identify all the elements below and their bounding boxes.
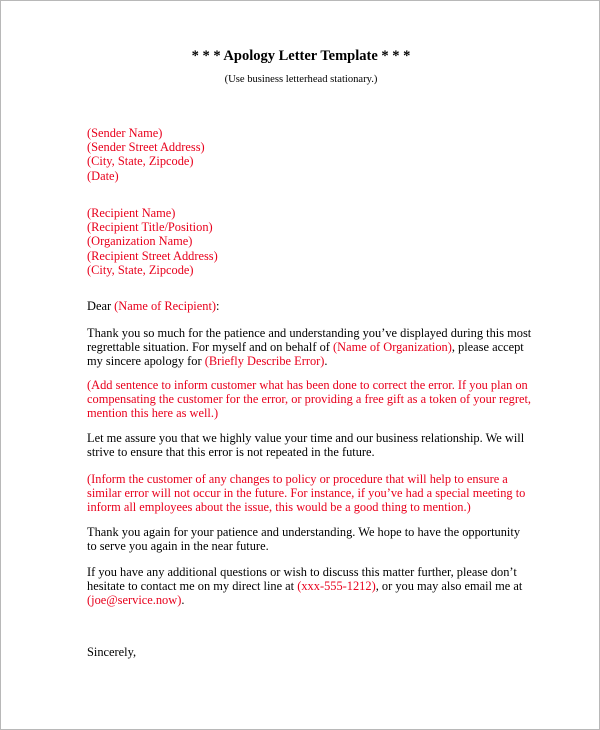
paragraph-line	[87, 354, 537, 368]
text-fragment: , or you may also email me at	[375, 579, 523, 594]
sender-block	[87, 126, 537, 183]
text-fragment: my sincere apology for	[87, 354, 205, 369]
sender-street-address: (Sender Street Address)	[87, 140, 205, 155]
salutation-colon: :	[216, 299, 220, 313]
recipient-block	[87, 206, 537, 277]
paragraph-assurance	[87, 431, 537, 459]
recipient-organization: (Organization Name)	[87, 234, 193, 249]
organization-name-placeholder: (Name of Organization)	[333, 340, 452, 355]
paragraph-policy-instructions	[87, 472, 537, 515]
paragraph-correction-instructions	[87, 378, 537, 421]
paragraph-line	[87, 593, 537, 607]
paragraph-line: similar error will not occur in the future. For instance, if you’ve had a special meeting to	[87, 486, 526, 501]
paragraph-line: to serve you again in the near future.	[87, 539, 269, 554]
paragraph-line: (Inform the customer of any changes to policy or procedure that will help to ensure a	[87, 472, 508, 486]
paragraph-thank-you	[87, 326, 537, 369]
text-fragment: , please accept	[451, 340, 524, 355]
document-title: * * * Apology Letter Template * * *	[191, 48, 411, 64]
paragraph-line: (Add sentence to inform customer what has been done to correct the error. If you plan on	[87, 378, 528, 392]
text-fragment: .	[324, 354, 328, 369]
paragraph-line: Thank you again for your patience and understanding. We hope to have the opportunity	[87, 525, 521, 539]
recipient-city-state-zip: (City, State, Zipcode)	[87, 262, 194, 277]
paragraph-line: Let me assure you that we highly value your time and our business relationship. We will	[87, 431, 525, 445]
text-fragment: hesitate to contact me on my direct line at	[87, 579, 298, 594]
recipient-title: (Recipient Title/Position)	[87, 220, 213, 235]
paragraph-thank-you-again	[87, 525, 537, 553]
phone-placeholder: (xxx-555-1212)	[297, 579, 376, 594]
text-fragment: regrettable situation. For myself and on behalf of	[87, 340, 334, 355]
recipient-name-placeholder: (Name of Recipient)	[114, 299, 217, 313]
email-placeholder: (joe@service.now)	[87, 593, 182, 608]
letter-date: (Date)	[87, 168, 119, 183]
text-fragment: .	[181, 593, 185, 608]
recipient-name: (Recipient Name)	[87, 206, 176, 220]
sender-name: (Sender Name)	[87, 126, 163, 140]
paragraph-line	[87, 340, 537, 354]
paragraph-contact	[87, 565, 537, 608]
paragraph-line: If you have any additional questions or wish to discuss this matter further, please don’t	[87, 565, 517, 579]
paragraph-line: compensating the customer for the error, or providing a free gift as a token of your regret,	[87, 392, 532, 407]
paragraph-line: mention this here as well.)	[87, 406, 219, 421]
recipient-street-address: (Recipient Street Address)	[87, 248, 218, 263]
closing: Sincerely,	[87, 645, 137, 659]
paragraph-line: strive to ensure that this error is not repeated in the future.	[87, 445, 375, 460]
error-description-placeholder: (Briefly Describe Error)	[204, 354, 325, 369]
sender-city-state-zip: (City, State, Zipcode)	[87, 154, 194, 169]
document-subtitle: (Use business letterhead stationary.)	[224, 74, 378, 85]
paragraph-line: inform all employees about the issue, this would be a good thing to mention.)	[87, 500, 471, 515]
paragraph-line: Thank you so much for the patience and understanding you’ve displayed during this most	[87, 326, 532, 340]
salutation-dear: Dear	[87, 299, 115, 313]
salutation	[87, 299, 537, 313]
paragraph-line	[87, 579, 537, 593]
